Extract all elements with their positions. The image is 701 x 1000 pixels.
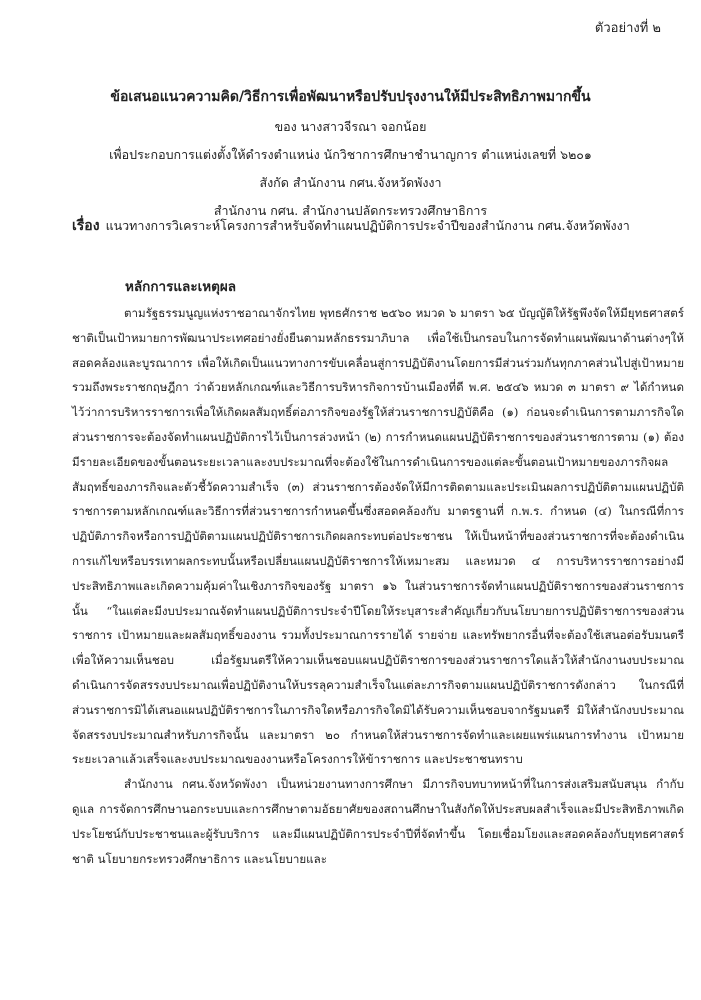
section-heading: หลักการและเหตุผล <box>125 279 237 295</box>
paragraph-2-text: สำนักงาน กศน.จังหวัดพังงา เป็นหน่วยงานทางการศึกษา มีภารกิจบทบาทหน้าที่ในการส่งเสริมสนับสนุน กำกับ ดูแล การจัดการศึกษานอกระบบและการศึกษาตามอัธยาศัยของสถานศึกษาในสังกัดให้ประสบผลสำเร็จและมีประสิทธิภาพเกิดประโยชน์กับประชาชนและผู้รับบริการ และมีแผนปฏิบัติการประจำปีที่จัดทำขึ้น โดยเชื่อมโยงและสอดคล้องกับยุทธศาสตร์ชาติ นโยบายกระทรวงศึกษาธิการ และนโยบายและ <box>72 777 684 866</box>
paragraph <box>72 772 684 871</box>
purpose-line: เพื่อประกอบการแต่งตั้งให้ดำรงตำแหน่ง นักวิชาการศึกษาชำนาญการ ตำแหน่งเลขที่ ๖๒๐๑ <box>109 147 592 162</box>
body-text <box>72 301 684 871</box>
office-line: สำนักงาน กศน. สำนักงานปลัดกระทรวงศึกษาธิการ <box>213 203 488 218</box>
subject-text: แนวทางการวิเคราะห์โครงการสำหรับจัดทำแผนปฏิบัติการประจำปีของสำนักงาน กศน.จังหวัดพังงา <box>105 218 630 233</box>
author-line: ของ นางสาวจีรณา จอกน้อย <box>274 119 427 134</box>
document-title: ข้อเสนอแนวความคิด/วิธีการเพื่อพัฒนาหรือปรับปรุงงานให้มีประสิทธิภาพมากขึ้น <box>110 89 591 105</box>
affiliation-line: สังกัด สำนักงาน กศน.จังหวัดพังงา <box>259 175 442 190</box>
sample-number: ตัวอย่างที่ ๒ <box>594 21 661 36</box>
paragraph <box>72 301 684 772</box>
paragraph-1-text: ตามรัฐธรรมนูญแห่งราชอาณาจักรไทย พุทธศักราช ๒๕๖๐ หมวด ๖ มาตรา ๖๕ บัญญัติให้รัฐพึงจัดให้มียุทธศาสตร์ชาติเป็นเป้าหมายการพัฒนาประเทศอย่างยั่งยืนตามหลักธรรมาภิบาล เพื่อใช้เป็นกรอบในการจัดทำแผนพัฒนาด้านต่างๆให้สอดคล้องและบูรณาการ เพื่อให้เกิดเป็นแนวทางการขับเคลื่อนสู่การปฏิบัติงานโดยการมีส่วนร่วมกันทุกภาคส่วนไปสู่เป้าหมาย รวมถึงพระราชกฤษฎีกา ว่าด้วยหลักเกณฑ์และวิธีการบริหารกิจการบ้านเมืองที่ดี พ.ศ. ๒๕๔๖ หมวด ๓ มาตรา ๙ ได้กำหนดไว้ว่าการบริหารราชการเพื่อให้เกิดผลสัมฤทธิ์ต่อภารกิจของรัฐให้ส่วนราชการปฏิบัติคือ (๑) ก่อนจะดำเนินการตามภารกิจใดส่วนราชการจะต้องจัดทำแผนปฏิบัติการไว้เป็นการล่วงหน้า (๒) การกำหนดแผนปฏิบัติราชการของส่วนราชการตาม (๑) ต้องมีรายละเอียดของขั้นตอนระยะเวลาและงบประมาณที่จะต้องใช้ในการดำเนินการของแต่ละขั้นตอนเป้าหมายของภารกิจผลสัมฤทธิ์ของภารกิจและตัวชี้วัดความสำเร็จ (๓) ส่วนราชการต้องจัดให้มีการติดตามและประเมินผลการปฏิบัติตามแผนปฏิบัติราชการตามหลักเกณฑ์และวิธีการที่ส่วนราชการกำหนดขึ้นซึ่งสอดคล้องกับ มาตรฐานที่ ก.พ.ร. กำหนด (๔) ในกรณีที่การปฏิบัติภารกิจหรือการปฏิบัติตามแผนปฏิบัติราชการเกิดผลกระทบต่อประชาชน ให้เป็นหน้าที่ของส่วนราชการที่จะต้องดำเนินการแก้ไขหรือบรรเทาผลกระทบนั้นหรือเปลี่ยนแผนปฏิบัติราชการให้เหมาะสม และหมวด ๔ การบริหารราชการอย่างมีประสิทธิภาพและเกิดความคุ้มค่าในเชิงภารกิจของรัฐ มาตรา ๑๖ ในส่วนราชการจัดทำแผนปฏิบัติราชการของส่วนราชการนั้น “ในแต่ละมีงบประมาณจัดทำแผนปฏิบัติการประจำปีโดยให้ระบุสาระสำคัญเกี่ยวกับนโยบายการปฏิบัติราชการของส่วนราชการ เป้าหมายและผลสัมฤทธิ์ของงาน รวมทั้งประมาณการรายได้ รายจ่าย และทรัพยากรอื่นที่จะต้องใช้เสนอต่อรับมนตรีเพื่อให้ความเห็นชอบ เมื่อรัฐมนตรีให้ความเห็นชอบแผนปฏิบัติราชการของส่วนราชการใดแล้วให้สำนักงานงบประมาณดำเนินการจัดสรรงบประมาณเพื่อปฏิบัติงานให้บรรลุความสำเร็จในแต่ละภารกิจตามแผนปฏิบัติราชการดังกล่าว ในกรณีที่ส่วนราชการมิได้เสนอแผนปฏิบัติราชการในภารกิจใดหรือภารกิจใดมิได้รับความเห็นชอบจากรัฐมนตรี มิให้สำนักงบประมาณจัดสรรงบประมาณสำหรับภารกิจนั้น และมาตรา ๒๐ กำหนดให้ส่วนราชการจัดทำและเผยแพร่แผนการทำงาน เป้าหมาย ระยะเวลาแล้วเสร็จและงบประมาณของงานหรือโครงการให้ข้าราชการ และประชาชนทราบ <box>72 306 684 767</box>
subject-line <box>72 215 672 237</box>
subject-label: เรื่อง <box>72 218 100 234</box>
document-header <box>0 86 701 229</box>
